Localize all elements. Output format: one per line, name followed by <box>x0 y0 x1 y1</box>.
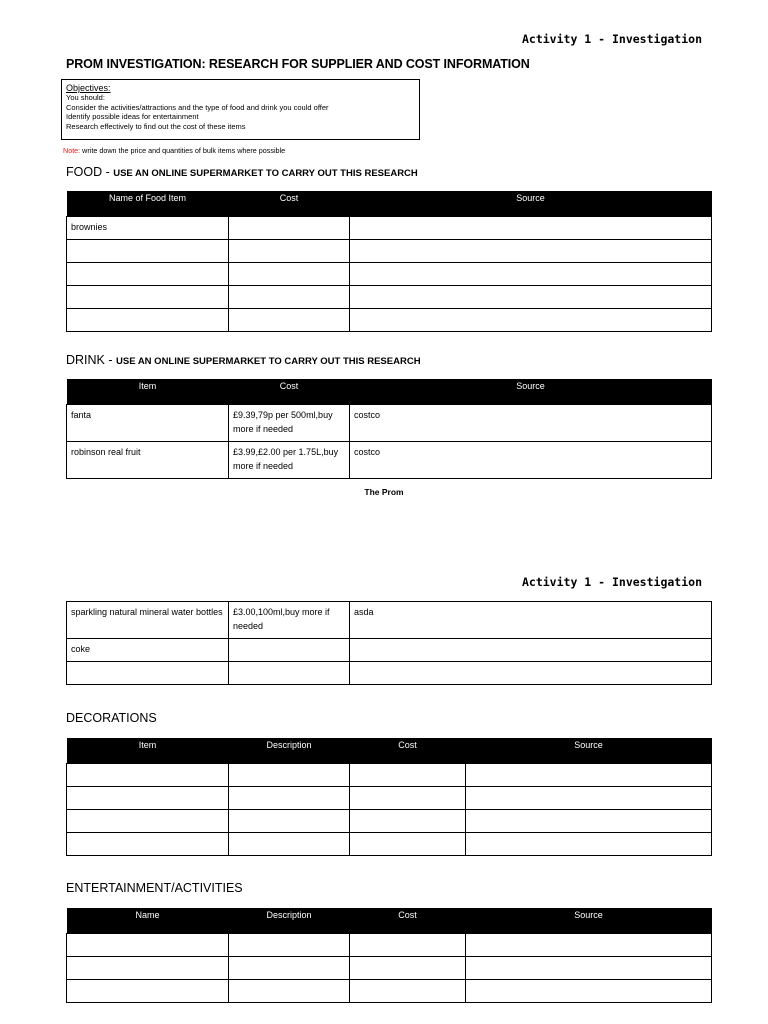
note-label: Note: <box>63 146 81 155</box>
table-cell[interactable] <box>229 833 350 856</box>
table-row <box>67 309 712 332</box>
objective-line: Consider the activities/attractions and the type of food and drink you could offer <box>66 102 329 112</box>
column-header: Name <box>67 908 229 934</box>
objective-line: Research effectively to find out the cost of these items <box>66 121 246 131</box>
table-cell[interactable]: robinson real fruit <box>67 442 229 479</box>
table-cell[interactable] <box>229 980 350 1003</box>
table-cell[interactable] <box>229 764 350 787</box>
table-cell[interactable] <box>67 240 229 263</box>
table-cell[interactable]: costco <box>350 442 712 479</box>
table-cell[interactable] <box>229 787 350 810</box>
table-cell[interactable] <box>350 934 466 957</box>
food-heading: FOOD - <box>66 165 114 179</box>
table-cell[interactable]: fanta <box>67 405 229 442</box>
decorations-table <box>66 738 712 856</box>
column-header: Source <box>466 908 712 934</box>
table-cell[interactable]: £3.00,100ml,buy more if needed <box>229 602 350 639</box>
table-cell[interactable] <box>466 934 712 957</box>
table-cell[interactable] <box>350 764 466 787</box>
table-cell[interactable] <box>466 833 712 856</box>
table-cell[interactable] <box>67 286 229 309</box>
table-cell[interactable]: coke <box>67 639 229 662</box>
table-cell[interactable] <box>67 662 229 685</box>
column-header: Item <box>67 738 229 764</box>
table-cell[interactable] <box>466 764 712 787</box>
table-cell[interactable] <box>350 957 466 980</box>
food-subheading: USE AN ONLINE SUPERMARKET TO CARRY OUT THIS RESEARCH <box>113 168 418 179</box>
table-row <box>67 662 712 685</box>
table-cell[interactable]: brownies <box>67 217 229 240</box>
table-cell[interactable] <box>229 286 350 309</box>
table-cell[interactable] <box>350 309 712 332</box>
table-cell[interactable] <box>350 286 712 309</box>
table-row <box>67 217 712 240</box>
table-row <box>67 405 712 442</box>
column-header: Item <box>67 379 229 405</box>
table-cell[interactable] <box>229 240 350 263</box>
table-cell[interactable]: costco <box>350 405 712 442</box>
table-row <box>67 934 712 957</box>
objective-line: You should: <box>66 93 105 102</box>
table-cell[interactable] <box>67 957 229 980</box>
activity-heading: Activity 1 - Investigation <box>521 575 702 589</box>
table-cell[interactable] <box>350 787 466 810</box>
table-cell[interactable] <box>229 309 350 332</box>
page-footer: The Prom <box>364 487 404 497</box>
food-table <box>66 191 712 332</box>
table-cell[interactable] <box>67 263 229 286</box>
column-header: Source <box>350 379 712 405</box>
table-row <box>67 286 712 309</box>
column-header: Cost <box>350 738 466 764</box>
table-cell[interactable]: £3.99,£2.00 per 1.75L,buy more if needed <box>229 442 350 479</box>
table-cell[interactable] <box>350 263 712 286</box>
table-cell[interactable] <box>67 764 229 787</box>
column-header: Source <box>466 738 712 764</box>
table-row <box>67 602 712 639</box>
table-cell[interactable] <box>350 217 712 240</box>
table-cell[interactable] <box>67 934 229 957</box>
table-row <box>67 787 712 810</box>
table-cell[interactable] <box>350 639 712 662</box>
table-cell[interactable] <box>466 810 712 833</box>
decorations-heading: DECORATIONS <box>66 711 157 725</box>
note-text: write down the price and quantities of bulk items where possible <box>80 146 286 155</box>
food-section-heading <box>66 165 418 179</box>
column-header: Description <box>229 738 350 764</box>
table-row <box>67 639 712 662</box>
column-header: Cost <box>229 191 350 217</box>
table-row <box>67 263 712 286</box>
table-cell[interactable] <box>350 662 712 685</box>
table-cell[interactable] <box>466 957 712 980</box>
drink-subheading: USE AN ONLINE SUPERMARKET TO CARRY OUT THIS RESEARCH <box>116 356 421 367</box>
table-cell[interactable] <box>229 934 350 957</box>
table-cell[interactable] <box>350 833 466 856</box>
column-header: Source <box>350 191 712 217</box>
table-cell[interactable] <box>350 980 466 1003</box>
table-cell[interactable] <box>67 309 229 332</box>
table-row <box>67 764 712 787</box>
table-cell[interactable] <box>229 263 350 286</box>
drink-table <box>66 379 712 479</box>
table-cell[interactable] <box>67 980 229 1003</box>
table-row <box>67 810 712 833</box>
table-cell[interactable] <box>229 639 350 662</box>
entertainment-heading: ENTERTAINMENT/ACTIVITIES <box>66 881 243 895</box>
drink-section-heading <box>66 353 421 367</box>
table-cell[interactable] <box>229 662 350 685</box>
table-cell[interactable] <box>229 217 350 240</box>
table-cell[interactable] <box>466 980 712 1003</box>
table-cell[interactable]: asda <box>350 602 712 639</box>
table-row <box>67 833 712 856</box>
table-row <box>67 980 712 1003</box>
table-cell[interactable] <box>67 810 229 833</box>
table-row <box>67 957 712 980</box>
table-cell[interactable] <box>466 787 712 810</box>
table-row <box>67 442 712 479</box>
table-row <box>67 240 712 263</box>
column-header: Cost <box>229 379 350 405</box>
activity-heading: Activity 1 - Investigation <box>521 32 702 46</box>
objective-line: Identify possible ideas for entertainment <box>66 112 199 122</box>
objectives-box <box>61 79 420 140</box>
table-cell[interactable]: £9.39,79p per 500ml,buy more if needed <box>229 405 350 442</box>
column-header: Cost <box>350 908 466 934</box>
table-cell[interactable] <box>67 833 229 856</box>
table-cell[interactable] <box>350 810 466 833</box>
table-cell[interactable] <box>67 787 229 810</box>
column-header: Description <box>229 908 350 934</box>
table-cell[interactable] <box>229 810 350 833</box>
objectives-heading: Objectives: <box>66 83 111 93</box>
table-cell[interactable] <box>350 240 712 263</box>
note <box>63 146 285 155</box>
drink-table-continued <box>66 601 712 685</box>
column-header: Name of Food Item <box>67 191 229 217</box>
drink-heading: DRINK - <box>66 353 116 367</box>
page-title: PROM INVESTIGATION: RESEARCH FOR SUPPLIER AND COST INFORMATION <box>66 57 530 71</box>
entertainment-table <box>66 908 712 1003</box>
table-cell[interactable]: sparkling natural mineral water bottles <box>67 602 229 639</box>
table-cell[interactable] <box>229 957 350 980</box>
